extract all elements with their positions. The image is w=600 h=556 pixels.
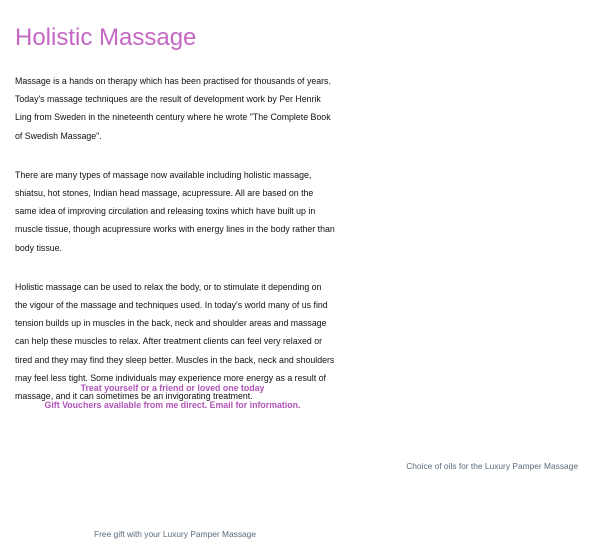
oils-caption: Choice of oils for the Luxury Pamper Massage — [406, 461, 578, 471]
free-gift-caption: Free gift with your Luxury Pamper Massage — [94, 529, 256, 539]
promo-line-vouchers: Gift Vouchers available from me direct. Email for information. — [44, 400, 301, 410]
paragraph-benefits: Holistic massage can be used to relax the body, or to stimulate it depending on the vigour of the massage and techniques used. In today's world many of us find tension builds up in muscles in the back, neck and shoulder areas and massage can help these muscles to relax. After treatment clients can feel very relaxed or tired and they may find they sleep better. Muscles in the back, neck and shoulders may feel less tight. Some individuals may experience more energy as a result of massage, and it can sometimes be an invigorating treatment. — [15, 281, 335, 402]
paragraph-types: There are many types of massage now available including holistic massage, shiatsu, hot stones, Indian head massage, acupressure. All are based on the same idea of improving circulation and releasing toxins which have built up in muscle tissue, though acupressure works with energy lines in the body rather than body tissue. — [15, 169, 335, 253]
article-body — [15, 72, 335, 426]
page-title: Holistic Massage — [15, 24, 197, 51]
paragraph-history: Massage is a hands on therapy which has been practised for thousands of years. Today's massage techniques are the result of development work by Per Henrik Ling from Sweden in the nineteenth century where he wrote "The Complete Book of Swedish Massage". — [15, 76, 331, 141]
gift-voucher-promo — [15, 380, 330, 414]
promo-line-treat: Treat yourself or a friend or loved one today — [80, 383, 265, 393]
